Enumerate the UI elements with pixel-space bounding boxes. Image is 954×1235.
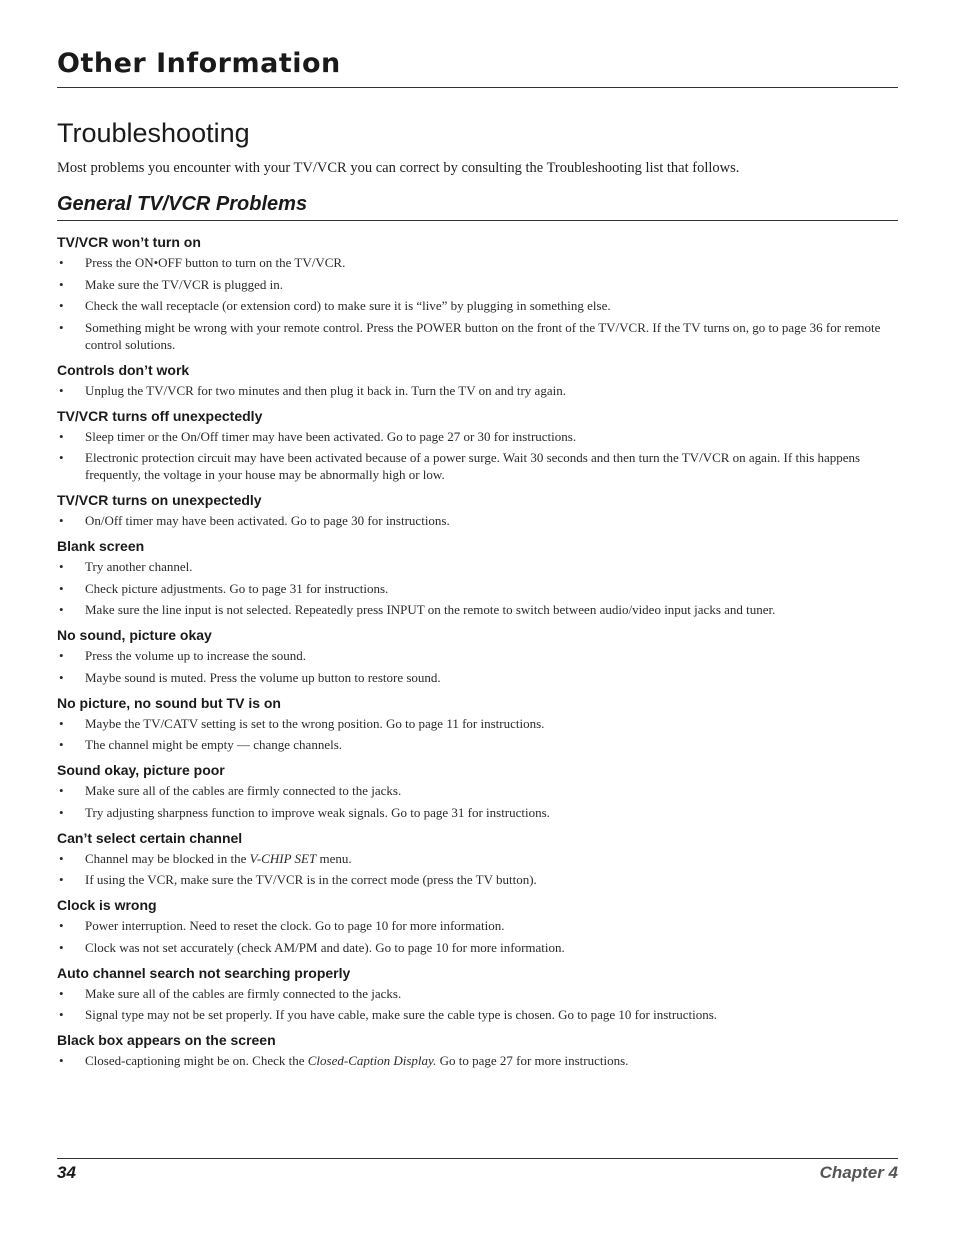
solution-text: Channel may be blocked in the	[85, 850, 250, 866]
solution-item	[57, 782, 898, 799]
bullet-icon: •	[59, 872, 64, 887]
problem-section	[57, 537, 898, 618]
section-title: Other Information	[57, 48, 341, 79]
problem-section	[57, 626, 898, 686]
solution-list	[57, 254, 898, 353]
problem-title: Sound okay, picture poor	[57, 762, 225, 778]
solution-item	[57, 871, 898, 888]
solution-item	[57, 449, 898, 483]
solution-item	[57, 276, 898, 293]
solution-text: Unplug the TV/VCR for two minutes and then plug it back in. Turn the TV on and try again.	[85, 382, 566, 398]
solution-list	[57, 782, 898, 821]
solution-list	[57, 917, 898, 956]
solution-item	[57, 1052, 898, 1069]
problem-title: TV/VCR won’t turn on	[57, 234, 201, 250]
bullet-icon: •	[59, 669, 64, 685]
problem-section	[57, 964, 898, 1024]
solution-item	[57, 850, 898, 867]
solution-item	[57, 319, 898, 353]
menu-name: Closed-Caption Display.	[307, 1053, 437, 1068]
solution-text: Maybe the TV/CATV setting is set to the wrong position. Go to page 11 for instructions.	[85, 715, 545, 731]
solution-text: If using the VCR, make sure the TV/VCR is in the correct mode (press the TV button).	[85, 872, 537, 887]
solution-item	[57, 715, 898, 732]
solution-list	[57, 428, 898, 484]
problem-section	[57, 694, 898, 754]
problem-title: Can’t select certain channel	[57, 829, 243, 846]
bullet-icon: •	[59, 850, 64, 866]
bullet-icon: •	[59, 804, 64, 820]
problem-section	[57, 361, 898, 399]
solution-text: Go to page 27 for more instructions.	[436, 1053, 629, 1068]
solution-list	[57, 715, 898, 754]
bullet-icon: •	[59, 602, 64, 617]
bullet-icon: •	[59, 276, 64, 292]
problem-section	[57, 233, 898, 353]
solution-item	[57, 297, 898, 314]
solution-text: Signal type may not be set properly. If you have cable, make sure the cable type is chosen. Go to page 10 for instructions.	[85, 1007, 718, 1022]
solution-item	[57, 939, 898, 956]
page-number: 34	[57, 1163, 76, 1182]
solution-item	[57, 601, 898, 618]
solution-list	[57, 985, 898, 1024]
bullet-icon: •	[59, 298, 64, 313]
solution-text: Clock was not set accurately (check AM/PM and date). Go to page 10 for more information.	[85, 939, 565, 955]
solution-text: Maybe sound is muted. Press the volume up button to restore sound.	[85, 669, 441, 685]
solution-text: The channel might be empty — change channels.	[85, 737, 343, 752]
solution-text: Check the wall receptacle (or extension cord) to make sure it is “live” by plugging in something else.	[85, 298, 611, 313]
solution-text: On/Off timer may have been activated. Go to page 30 for instructions.	[85, 513, 450, 528]
solution-text: Press the ON•OFF button to turn on the TV/VCR.	[85, 255, 346, 270]
problem-title: No picture, no sound but TV is on	[57, 694, 281, 711]
problem-section	[57, 896, 898, 956]
problem-title: Auto channel search not searching properly	[57, 964, 351, 981]
bullet-icon: •	[59, 1007, 64, 1022]
solution-item	[57, 669, 898, 686]
bullet-icon: •	[59, 918, 64, 933]
problem-section	[57, 829, 898, 889]
bullet-icon: •	[59, 783, 64, 798]
bullet-icon: •	[59, 319, 64, 335]
solution-text: Try adjusting sharpness function to improve weak signals. Go to page 31 for instructions.	[85, 804, 550, 820]
problem-title: Black box appears on the screen	[57, 1032, 276, 1048]
bullet-icon: •	[59, 737, 64, 752]
solution-text: Closed-captioning might be on. Check the	[85, 1053, 308, 1068]
problem-section	[57, 761, 898, 821]
subheading: General TV/VCR Problems	[57, 193, 308, 215]
solution-item	[57, 558, 898, 575]
chapter-label: Chapter 4	[819, 1163, 898, 1182]
solution-text: menu.	[316, 850, 352, 866]
solution-text: Make sure the TV/VCR is plugged in.	[85, 276, 283, 292]
bullet-icon: •	[59, 985, 64, 1001]
solution-text: Make sure all of the cables are firmly connected to the jacks.	[85, 783, 402, 798]
solution-item	[57, 804, 898, 821]
solution-item	[57, 1006, 898, 1023]
header-rule	[57, 87, 898, 88]
footer-rule	[57, 1158, 898, 1159]
solution-item	[57, 512, 898, 529]
problem-title: TV/VCR turns on unexpectedly	[57, 492, 262, 508]
solution-list	[57, 512, 898, 529]
page-title: Troubleshooting	[57, 118, 250, 148]
problem-list	[57, 233, 898, 1077]
problem-section	[57, 1031, 898, 1069]
solution-item	[57, 917, 898, 934]
solution-text: Press the volume up to increase the sound.	[85, 648, 306, 663]
bullet-icon: •	[59, 428, 64, 444]
solution-item	[57, 580, 898, 597]
solution-list	[57, 647, 898, 686]
bullet-icon: •	[59, 255, 64, 270]
solution-list	[57, 382, 898, 399]
bullet-icon: •	[59, 715, 64, 731]
menu-name: V-CHIP SET	[249, 850, 317, 866]
solution-list	[57, 558, 898, 618]
intro-paragraph: Most problems you encounter with your TV/VCR you can correct by consulting the Troubleshooting list that follows.	[57, 160, 740, 176]
subheading-rule	[57, 220, 898, 221]
solution-text: Electronic protection circuit may have been activated because of a power surge. Wait 30 seconds and then turn the TV/VCR on again. If this happens frequently, the voltage in your house may be abnormally high or low.	[85, 450, 861, 482]
problem-title: TV/VCR turns off unexpectedly	[57, 407, 263, 424]
problem-section	[57, 491, 898, 529]
solution-text: Make sure the line input is not selected. Repeatedly press INPUT on the remote to switch between audio/video input jacks and tuner.	[85, 602, 776, 617]
problem-title: Clock is wrong	[57, 897, 157, 913]
problem-title: Controls don’t work	[57, 361, 190, 378]
solution-item	[57, 428, 898, 445]
solution-text: Try another channel.	[85, 559, 193, 574]
bullet-icon: •	[59, 382, 64, 398]
bullet-icon: •	[59, 648, 64, 663]
solution-text: Sleep timer or the On/Off timer may have been activated. Go to page 27 or 30 for instructions.	[85, 428, 577, 444]
solution-item	[57, 382, 898, 399]
solution-item	[57, 647, 898, 664]
problem-title: Blank screen	[57, 538, 145, 554]
solution-item	[57, 254, 898, 271]
solution-text: Make sure all of the cables are firmly connected to the jacks.	[85, 985, 402, 1001]
solution-text: Power interruption. Need to reset the clock. Go to page 10 for more information.	[85, 918, 505, 933]
problem-title: No sound, picture okay	[57, 627, 212, 643]
bullet-icon: •	[59, 1053, 64, 1068]
solution-item	[57, 736, 898, 753]
solution-list	[57, 1052, 898, 1069]
solution-text: Something might be wrong with your remote control. Press the POWER button on the front of the TV/VCR. If the TV turns on, go to page 36 for remote control solutions.	[85, 319, 881, 352]
bullet-icon: •	[59, 513, 64, 528]
bullet-icon: •	[59, 580, 64, 596]
problem-section	[57, 407, 898, 484]
solution-list	[57, 850, 898, 889]
bullet-icon: •	[59, 939, 64, 955]
bullet-icon: •	[59, 559, 64, 574]
solution-item	[57, 985, 898, 1002]
solution-text: Check picture adjustments. Go to page 31 for instructions.	[85, 580, 389, 596]
bullet-icon: •	[59, 450, 64, 465]
